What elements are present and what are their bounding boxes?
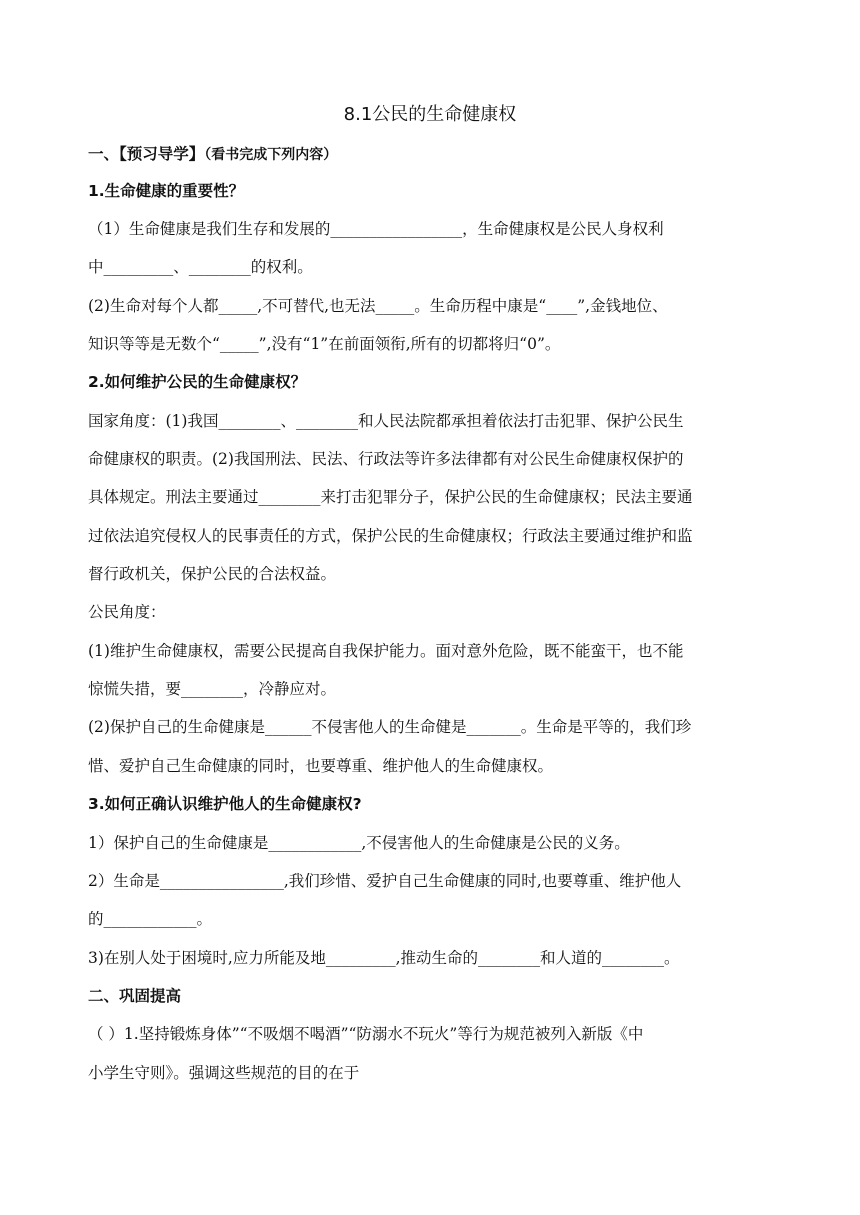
q1-line-3: (2)生命对每个人都_____,不可替代,也无法_____。生命历程中康是“____”,金钱地位、 [88,297,668,315]
q1-line-2: 中_________、________的权利。 [88,258,313,276]
section2-line-2: 小学生守则》。强调这些规范的目的在于 [88,1064,360,1082]
q2-heading: 2.如何维护公民的生命健康权？ [88,373,307,391]
section1-heading: 一、【预习导学】 [88,145,205,163]
q3-line-2: 2）生命是________________,我们珍惜、爱护自己生命健康的同时,也要尊重、维护他人 [88,872,682,890]
q2-line-8: 惊慌失措，要________，冷静应对。 [88,680,337,698]
q2-line-4: 过依法追究侵权人的民事责任的方式，保护公民的生命健康权；行政法主要通过维护和监 [88,527,693,545]
q3-line-1: 1）保护自己的生命健康是____________,不侵害他人的生命健康是公民的义务。 [88,834,630,852]
page-title: 8.1公民的生命健康权 [343,104,517,125]
section2-line-1: （ ）1.坚持锻炼身体”“不吸烟不喝酒”“防溺水不玩火”等行为规范被列入新版《中 [88,1025,644,1043]
q3-line-3: 的____________。 [88,910,213,928]
q3-line-4: 3)在别人处于困境时,应力所能及地_________,推动生命的________和人道的________。 [88,949,680,967]
q2-line-3: 具体规定。刑法主要通过________来打击犯罪分子，保护公民的生命健康权；民法主要通 [88,488,693,506]
q2-line-9: (2)保护自己的生命健康是______不侵害他人的生命健是_______。生命是平等的，我们珍 [88,718,692,736]
q2-line-7: (1)维护生命健康权，需要公民提高自我保护能力。面对意外危险，既不能蛮干，也不能 [88,642,684,660]
q2-line-2: 命健康权的职责。(2)我国刑法、民法、行政法等许多法律都有对公民生命健康权保护的 [88,450,684,468]
q2-line-1: 国家角度：(1)我国________、________和人民法院都承担着依法打击犯罪、保护公民生 [88,412,684,430]
q3-heading: 3.如何正确认识维护他人的生命健康权? [88,795,362,813]
section1-heading-note: （看书完成下列内容） [204,147,338,163]
q1-heading: 1.生命健康的重要性？ [88,182,245,200]
q1-line-4: 知识等等是无数个“_____”,没有“1”在前面领衔,所有的切都将归“0”。 [88,335,561,353]
q2-line-10: 惜、爱护自己生命健康的同时，也要尊重、维护他人的生命健康权。 [88,757,554,775]
q2-line-5: 督行政机关，保护公民的合法权益。 [88,565,337,583]
section2-heading: 二、巩固提高 [88,987,182,1005]
section1-heading-line [88,143,772,166]
q2-line-6: 公民角度： [88,603,166,621]
q1-line-1: （1）生命健康是我们生存和发展的_________________，生命健康权是公民人身权利 [88,220,664,238]
